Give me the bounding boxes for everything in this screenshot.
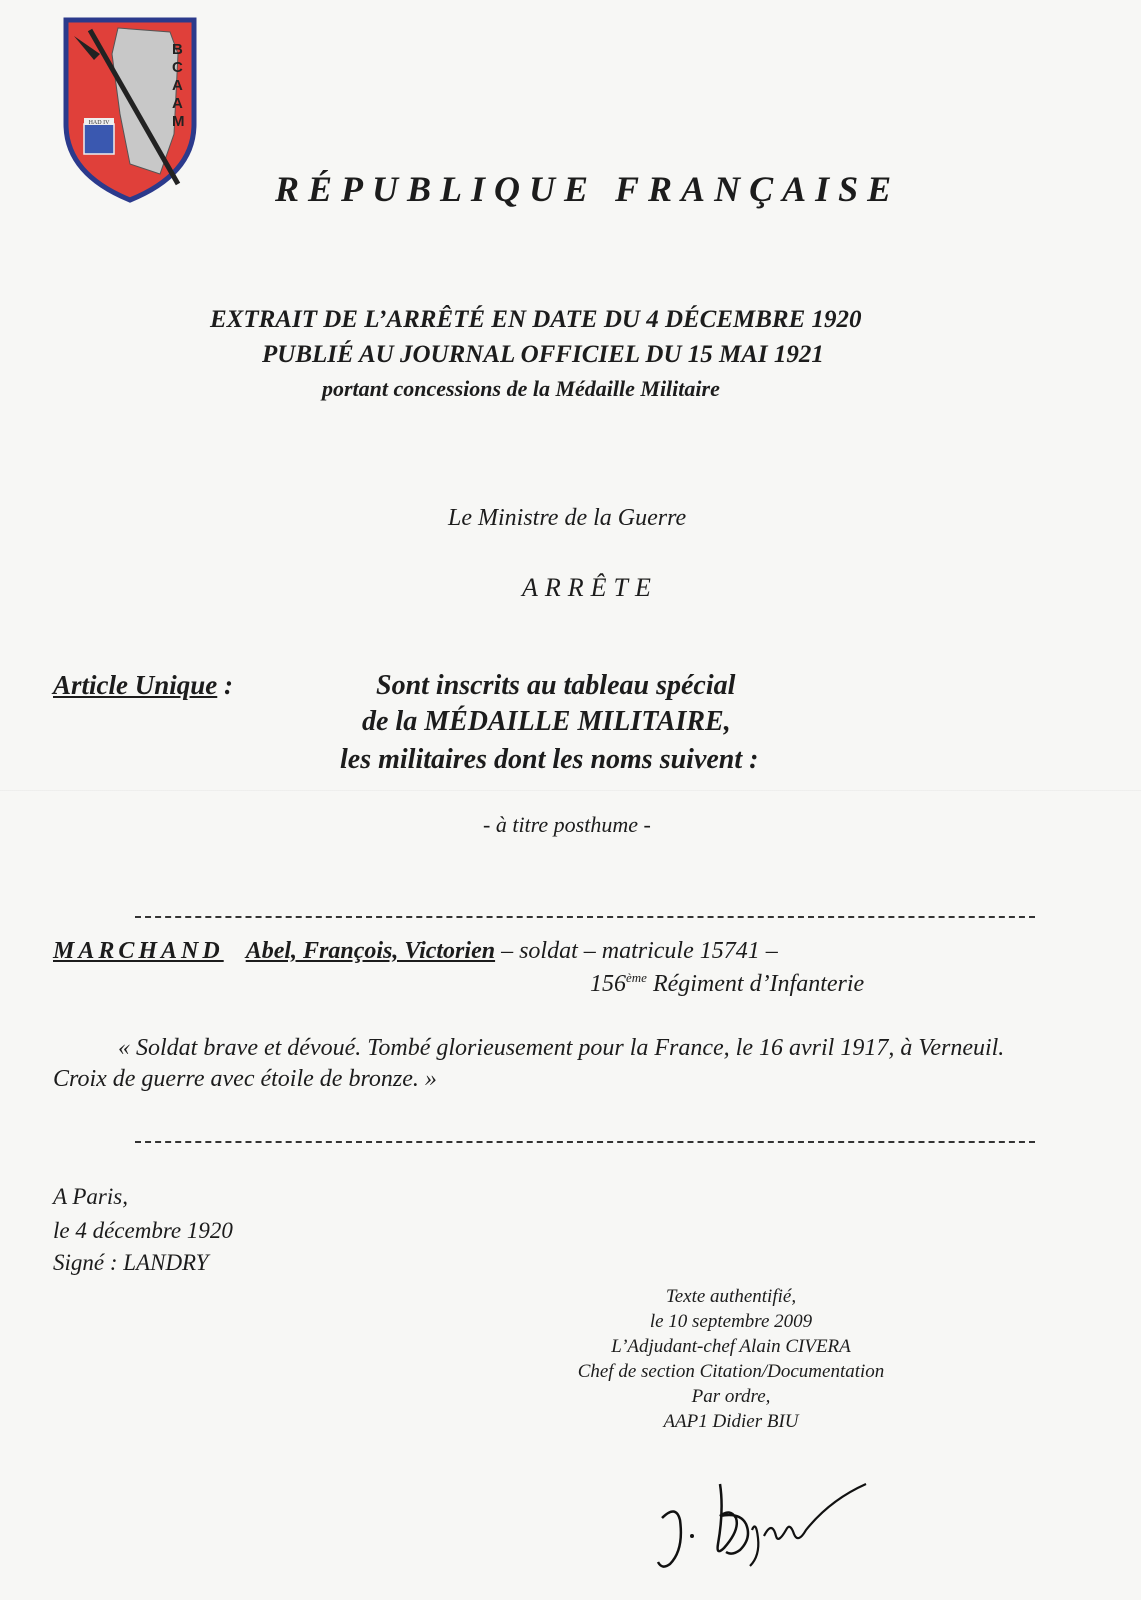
svg-text:A: A [172, 77, 183, 94]
citation-line2: Croix de guerre avec étoile de bronze. » [53, 1066, 437, 1092]
ministre-line: Le Ministre de la Guerre [448, 505, 687, 531]
svg-text:B: B [172, 41, 183, 58]
republic-title: RÉPUBLIQUE FRANÇAISE [275, 169, 901, 209]
dashed-separator-top [135, 916, 1035, 918]
dashed-separator-bottom [135, 1141, 1035, 1143]
soldier-surname: MARCHAND [53, 938, 224, 964]
arrete-word: ARRÊTE [522, 573, 658, 602]
soldier-regiment [590, 970, 864, 998]
authentication-line5: Par ordre, [691, 1386, 771, 1407]
regiment-superscript: ème [626, 970, 647, 985]
authentication-line3: L’Adjudant-chef Alain CIVERA [611, 1336, 851, 1357]
signed-date: le 4 décembre 1920 [53, 1218, 233, 1243]
authentication-line1: Texte authentifié, [665, 1286, 797, 1307]
authentication-line6: AAP1 Didier BIU [663, 1411, 799, 1432]
paper-fold-line [0, 790, 1141, 792]
article-body-line3: les militaires dont les noms suivent : [340, 744, 759, 775]
citation-line1: « Soldat brave et dévoué. Tombé glorieusement pour la France, le 16 avril 1917, à Verneuil. [118, 1035, 1005, 1061]
soldier-details: – soldat – matricule 15741 – [495, 938, 778, 964]
article-label [53, 670, 233, 701]
svg-text:A: A [172, 95, 183, 112]
signed-place: A Paris, [53, 1184, 128, 1209]
article-body-line1: Sont inscrits au tableau spécial [376, 670, 736, 701]
regiment-name: Régiment d’Infanterie [646, 971, 865, 997]
article-body-line2: de la MÉDAILLE MILITAIRE, [362, 706, 731, 737]
svg-text:HAD IV: HAD IV [88, 120, 110, 126]
posthume-note: - à titre posthume - [483, 812, 651, 837]
bcaam-emblem-logo [60, 14, 200, 204]
authentication-line2: le 10 septembre 2009 [649, 1311, 813, 1332]
signed-by: Signé : LANDRY [53, 1250, 209, 1275]
svg-text:C: C [172, 59, 183, 76]
article-label-text: Article Unique [53, 670, 218, 700]
extract-heading-line3: portant concessions de la Médaille Militaire [322, 376, 720, 401]
regiment-number: 156 [590, 971, 626, 997]
soldier-given-names: Abel, François, Victorien [245, 938, 496, 964]
extract-heading-line1: EXTRAIT DE L’ARRÊTÉ EN DATE DU 4 DÉCEMBRE 1920 [210, 306, 862, 333]
svg-text:M: M [172, 113, 185, 130]
handwritten-signature [640, 1460, 870, 1570]
authentication-line4: Chef de section Citation/Documentation [577, 1361, 885, 1382]
soldier-name-line [53, 938, 778, 965]
extract-heading-line2: PUBLIÉ AU JOURNAL OFFICIEL DU 15 MAI 1921 [262, 341, 824, 368]
article-label-colon: : [217, 670, 234, 700]
